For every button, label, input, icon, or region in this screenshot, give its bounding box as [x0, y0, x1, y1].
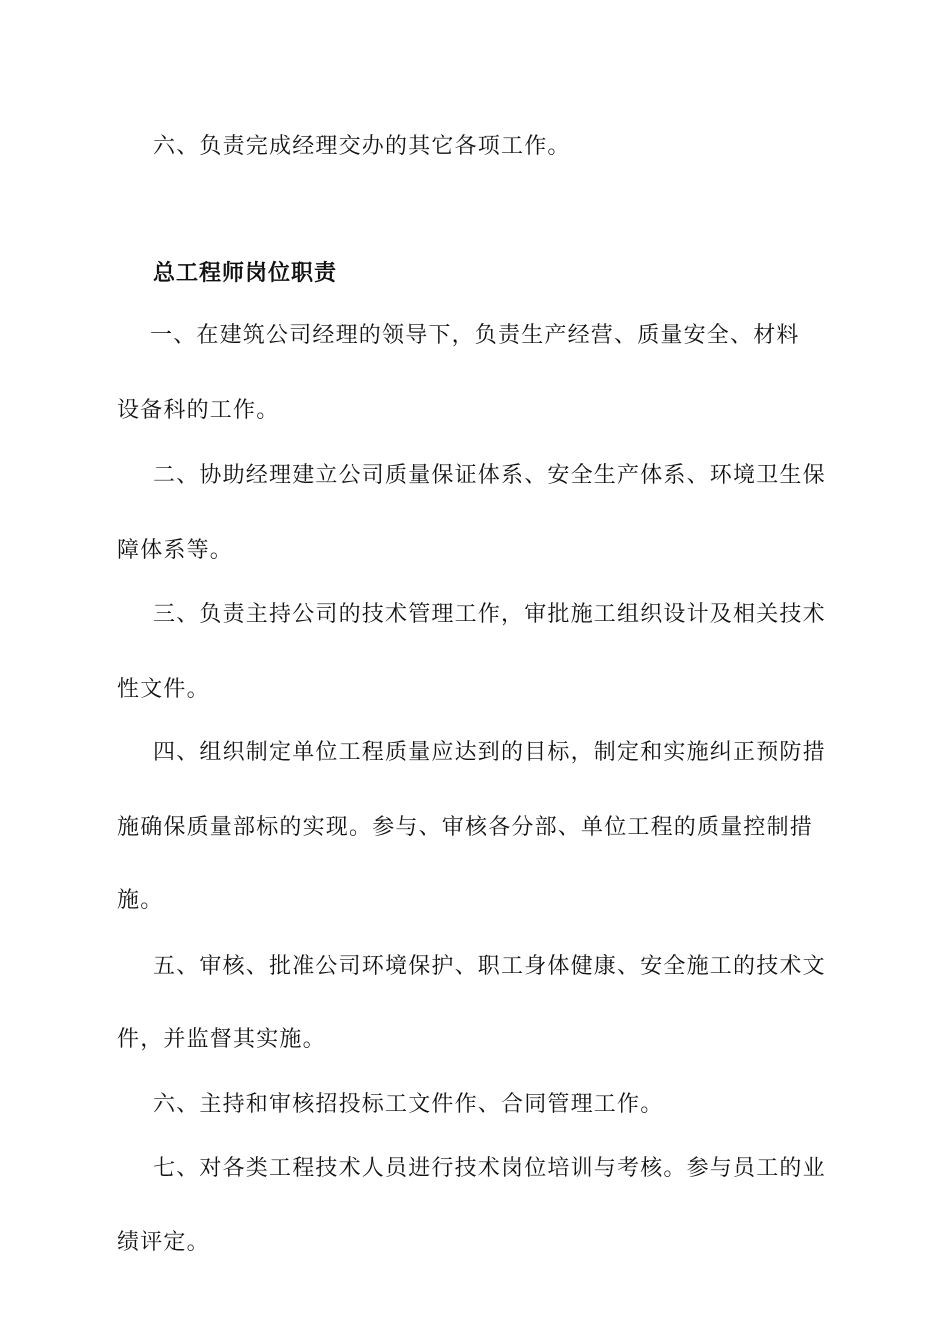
duty-line-4-cont: 施确保质量部标的实现。参与、审核各分部、单位工程的质量控制措 — [117, 815, 814, 840]
duty-line-2: 二、协助经理建立公司质量保证体系、安全生产体系、环境卫生保 — [153, 463, 826, 488]
duty-line-1: 一、在建筑公司经理的领导下，负责生产经营、质量安全、材料 — [150, 323, 800, 348]
duty-line-7: 七、对各类工程技术人员进行技术岗位培训与考核。参与员工的业 — [153, 1156, 826, 1181]
duty-line-4: 四、组织制定单位工程质量应达到的目标，制定和实施纠正预防措 — [153, 740, 826, 765]
duty-line-5-cont: 件，并监督其实施。 — [117, 1027, 326, 1052]
section-title: 总工程师岗位职责 — [153, 261, 338, 286]
duty-line-7-cont: 绩评定。 — [117, 1230, 210, 1255]
duty-line-1-cont: 设备科的工作。 — [117, 398, 280, 423]
duty-line-4-cont2: 施。 — [117, 888, 164, 913]
duty-line-5: 五、审核、批准公司环境保护、职工身体健康、安全施工的技术文 — [153, 954, 826, 979]
duty-line-2-cont: 障体系等。 — [117, 538, 234, 563]
duty-line-3-cont: 性文件。 — [117, 677, 210, 702]
duty-line-6: 六、主持和审核招投标工文件作、合同管理工作。 — [153, 1092, 664, 1117]
duty-line-3: 三、负责主持公司的技术管理工作，审批施工组织设计及相关技术 — [153, 602, 826, 627]
prev-duty-item: 六、负责完成经理交办的其它各项工作。 — [153, 134, 571, 159]
